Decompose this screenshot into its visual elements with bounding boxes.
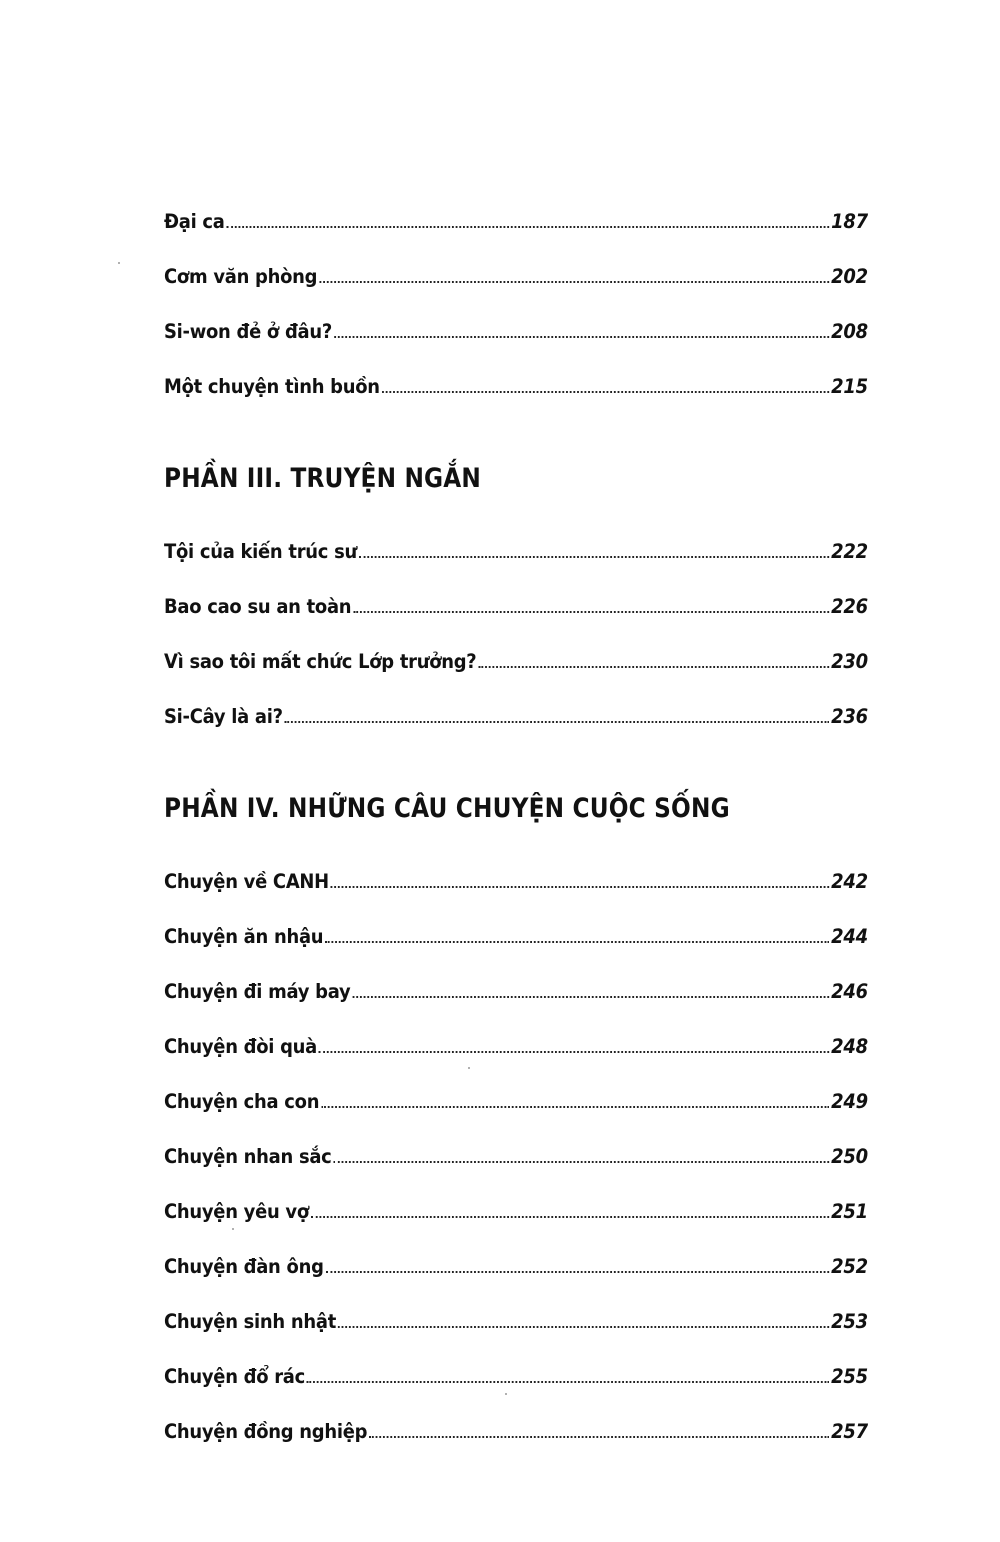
toc-entry bbox=[164, 1180, 868, 1235]
toc-entry bbox=[164, 1015, 868, 1070]
section-heading: PHẦN III. TRUYỆN NGẮN bbox=[164, 463, 482, 494]
toc-entry bbox=[164, 355, 868, 410]
toc-entry bbox=[164, 520, 868, 575]
toc-entry-page: 236 bbox=[831, 704, 868, 728]
toc-entry-page: 250 bbox=[831, 1144, 868, 1168]
toc-entry-page: 249 bbox=[831, 1089, 868, 1113]
section-4-heading-wrap bbox=[164, 795, 868, 822]
toc-entry-title: Chuyện đòi quà bbox=[164, 1034, 318, 1058]
toc-entry-page: 251 bbox=[831, 1199, 868, 1223]
dot-leader bbox=[307, 1380, 829, 1383]
toc-entry-title: Chuyện yêu vợ bbox=[164, 1199, 309, 1223]
dot-leader bbox=[321, 1105, 829, 1108]
dot-leader bbox=[226, 225, 829, 228]
toc-entry-page: 222 bbox=[831, 539, 868, 563]
toc-entry-page: 215 bbox=[831, 374, 868, 398]
toc-entry bbox=[164, 1400, 868, 1455]
section-3-heading-wrap bbox=[164, 465, 868, 492]
toc-entry bbox=[164, 575, 868, 630]
toc-entry-page: 248 bbox=[831, 1034, 868, 1058]
toc-entry-page: 230 bbox=[831, 649, 868, 673]
scan-speck bbox=[118, 262, 120, 264]
toc-entry bbox=[164, 1290, 868, 1345]
section-3-entries bbox=[164, 520, 868, 740]
toc-entry-page: 187 bbox=[831, 209, 868, 233]
dot-leader bbox=[325, 940, 829, 943]
toc-entry bbox=[164, 960, 868, 1015]
toc-entry-title: Vì sao tôi mất chức Lớp trưởng? bbox=[164, 649, 477, 673]
dot-leader bbox=[369, 1435, 829, 1438]
toc-entry-page: 202 bbox=[831, 264, 868, 288]
section-4-entries bbox=[164, 850, 868, 1455]
toc-entry bbox=[164, 630, 868, 685]
dot-leader bbox=[334, 335, 830, 338]
toc-entry bbox=[164, 905, 868, 960]
toc-entry-page: 257 bbox=[831, 1419, 868, 1443]
toc-entry bbox=[164, 1070, 868, 1125]
toc-entry bbox=[164, 1235, 868, 1290]
toc-entry-page: 246 bbox=[831, 979, 868, 1003]
toc-entry bbox=[164, 1345, 868, 1400]
toc-entry-title: Chuyện về CANH bbox=[164, 869, 329, 893]
toc-entry bbox=[164, 1125, 868, 1180]
scan-speck bbox=[505, 1393, 507, 1395]
toc-entry bbox=[164, 245, 868, 300]
toc-entry-page: 244 bbox=[831, 924, 868, 948]
toc-entry bbox=[164, 850, 868, 905]
dot-leader bbox=[353, 610, 829, 613]
toc-entry-page: 253 bbox=[831, 1309, 868, 1333]
dot-leader bbox=[319, 280, 829, 283]
scan-speck bbox=[232, 1228, 234, 1230]
toc-entry-title: Chuyện nhan sắc bbox=[164, 1144, 332, 1168]
toc-entry-title: Một chuyện tình buồn bbox=[164, 374, 380, 398]
toc-entry-title: Si-won đẻ ở đâu? bbox=[164, 319, 332, 343]
dot-leader bbox=[325, 1270, 829, 1273]
toc-entry-page: 252 bbox=[831, 1254, 868, 1278]
dot-leader bbox=[382, 390, 830, 393]
toc-entry bbox=[164, 685, 868, 740]
dot-leader bbox=[359, 555, 829, 558]
toc-entry-page: 242 bbox=[831, 869, 868, 893]
dot-leader bbox=[352, 995, 829, 998]
toc-entry-page: 226 bbox=[831, 594, 868, 618]
toc-entry-title: Chuyện đi máy bay bbox=[164, 979, 351, 1003]
dot-leader bbox=[331, 885, 830, 888]
toc-entry-title: Bao cao su an toàn bbox=[164, 594, 352, 618]
toc-entry-title: Si-Cây là ai? bbox=[164, 704, 283, 728]
toc-entry-title: Chuyện đổ rác bbox=[164, 1364, 306, 1388]
scan-speck bbox=[468, 1067, 470, 1069]
toc-entry-title: Chuyện cha con bbox=[164, 1089, 320, 1113]
toc-entry-page: 255 bbox=[831, 1364, 868, 1388]
toc-entry-page: 208 bbox=[831, 319, 868, 343]
toc-group-continued bbox=[164, 190, 868, 410]
toc-entry-title: Chuyện sinh nhật bbox=[164, 1309, 337, 1333]
toc-entry bbox=[164, 300, 868, 355]
toc-entry bbox=[164, 190, 868, 245]
toc-entry-title: Tội của kiến trúc sư bbox=[164, 539, 357, 563]
toc-entry-title: Đại ca bbox=[164, 209, 225, 233]
dot-leader bbox=[285, 720, 830, 723]
section-heading: PHẦN IV. NHỮNG CÂU CHUYỆN CUỘC SỐNG bbox=[164, 793, 730, 824]
dot-leader bbox=[319, 1050, 829, 1053]
dot-leader bbox=[311, 1215, 830, 1218]
dot-leader bbox=[338, 1325, 829, 1328]
toc-entry-title: Chuyện đàn ông bbox=[164, 1254, 324, 1278]
toc-entry-title: Chuyện ăn nhậu bbox=[164, 924, 324, 948]
dot-leader bbox=[333, 1160, 829, 1163]
toc-entry-title: Cơm văn phòng bbox=[164, 264, 318, 288]
dot-leader bbox=[478, 665, 829, 668]
toc-entry-title: Chuyện đồng nghiệp bbox=[164, 1419, 368, 1443]
